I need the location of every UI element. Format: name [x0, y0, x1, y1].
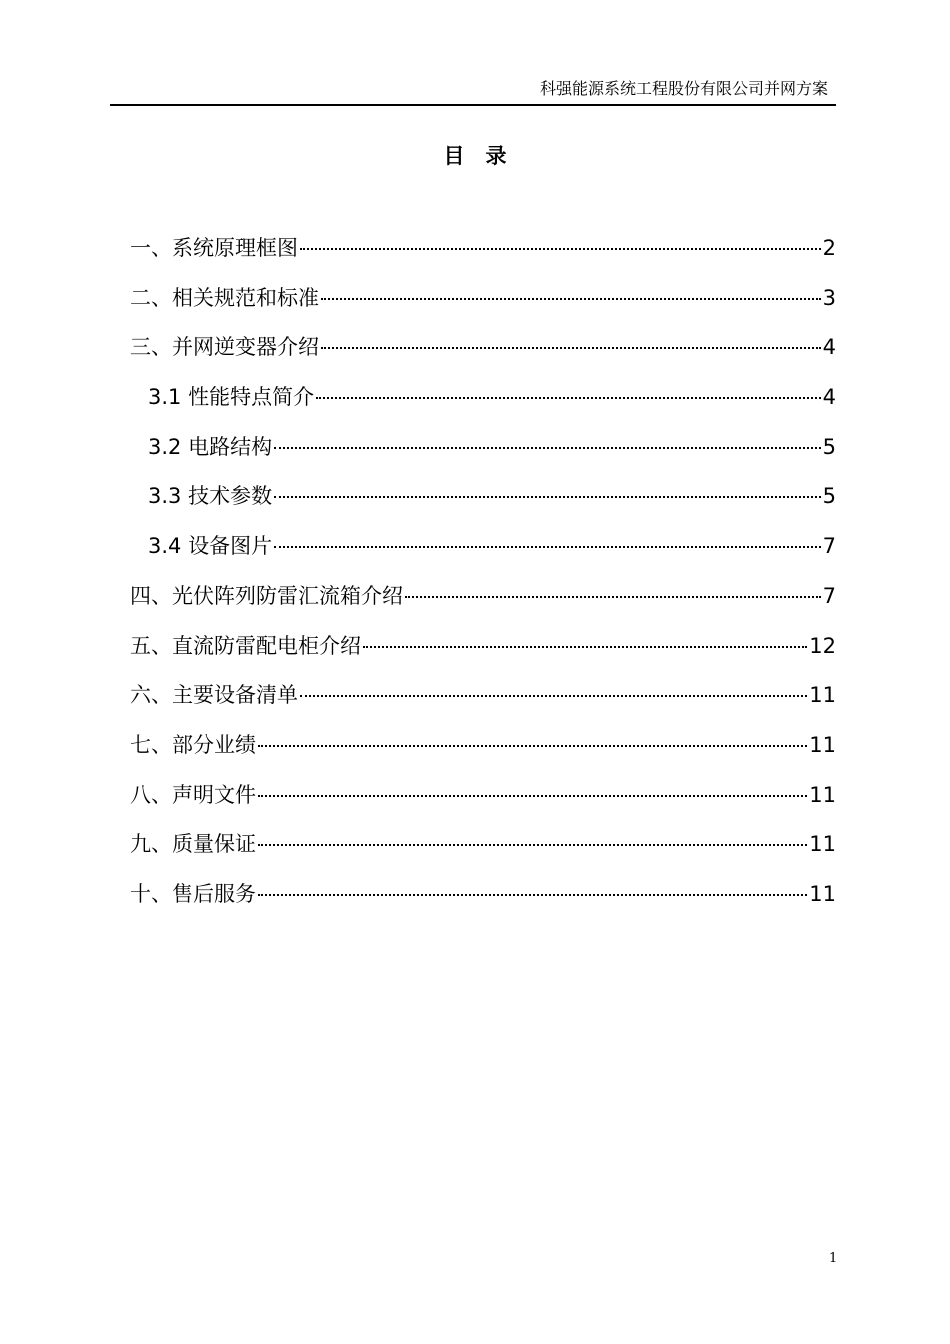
toc-dot-leader: [258, 894, 807, 896]
toc-dot-leader: [321, 347, 821, 349]
toc-entry-page: 5: [822, 434, 836, 459]
toc-entry-page: 4: [822, 335, 836, 360]
toc-entry-page: 11: [809, 683, 836, 708]
toc-dot-leader: [258, 745, 807, 747]
toc-entry[interactable]: [130, 282, 836, 332]
toc-dot-leader: [300, 695, 807, 697]
toc-entry-label: 十、售后服务: [130, 881, 256, 906]
toc-subentry[interactable]: [130, 431, 836, 481]
toc-title: 目 录: [443, 144, 507, 168]
toc-dot-leader: [258, 795, 807, 797]
toc-dot-leader: [363, 646, 807, 648]
toc-entry-label: 七、部分业绩: [130, 732, 256, 757]
toc-dot-leader: [316, 397, 821, 399]
toc-entry[interactable]: [130, 630, 836, 680]
header-title: 科强能源系统工程股份有限公司并网方案: [539, 79, 828, 98]
toc-entry-page: 7: [822, 583, 836, 608]
toc-entry[interactable]: [130, 580, 836, 630]
toc-entry-page: 11: [809, 832, 836, 857]
toc-entry-page: 3: [822, 285, 836, 310]
page-number: 1: [829, 1251, 838, 1266]
toc-entry[interactable]: [130, 232, 836, 282]
toc-entry-page: 4: [822, 385, 836, 410]
header-divider: [110, 104, 836, 106]
toc-entry[interactable]: [130, 331, 836, 381]
toc-entry[interactable]: [130, 679, 836, 729]
toc-dot-leader: [258, 844, 807, 846]
page-header: [110, 74, 836, 108]
toc-entry-label: 八、声明文件: [130, 782, 256, 807]
toc-dot-leader: [274, 496, 821, 498]
toc-entry[interactable]: [130, 729, 836, 779]
toc-subentry[interactable]: [130, 480, 836, 530]
toc-entry-page: 11: [809, 881, 836, 906]
toc-entry-page: 11: [809, 782, 836, 807]
toc-subentry[interactable]: [130, 381, 836, 431]
toc-entry[interactable]: [130, 878, 836, 928]
toc-entry-label: 四、光伏阵列防雷汇流箱介绍: [130, 583, 403, 608]
toc-dot-leader: [274, 447, 821, 449]
toc-dot-leader: [321, 298, 821, 300]
toc-entry-label: 一、系统原理框图: [130, 236, 298, 260]
toc-entry-page: 11: [809, 732, 836, 757]
toc-entry-page: 7: [822, 534, 836, 559]
toc-entry-label: 六、主要设备清单: [130, 683, 298, 708]
toc-dot-leader: [405, 596, 821, 598]
toc-entry-label: 三、并网逆变器介绍: [130, 335, 319, 360]
toc-dot-leader: [274, 546, 821, 548]
toc-entry-label: 3.1 性能特点简介: [148, 385, 315, 410]
toc-entry-label: 3.3 技术参数: [148, 484, 273, 509]
toc-entry[interactable]: [130, 828, 836, 878]
toc-subentry[interactable]: [130, 530, 836, 580]
toc-entry-label: 3.2 电路结构: [148, 434, 273, 459]
toc-entry-page: 5: [822, 484, 836, 509]
toc-entry-page: 2: [822, 236, 836, 260]
toc-entry[interactable]: [130, 779, 836, 829]
toc-entry-label: 3.4 设备图片: [148, 534, 273, 559]
toc-entry-label: 九、质量保证: [130, 832, 256, 857]
table-of-contents: [130, 232, 836, 928]
toc-entry-label: 五、直流防雷配电柜介绍: [130, 633, 361, 658]
toc-entry-page: 12: [809, 633, 836, 658]
toc-entry-label: 二、相关规范和标准: [130, 285, 319, 310]
toc-dot-leader: [300, 248, 821, 250]
